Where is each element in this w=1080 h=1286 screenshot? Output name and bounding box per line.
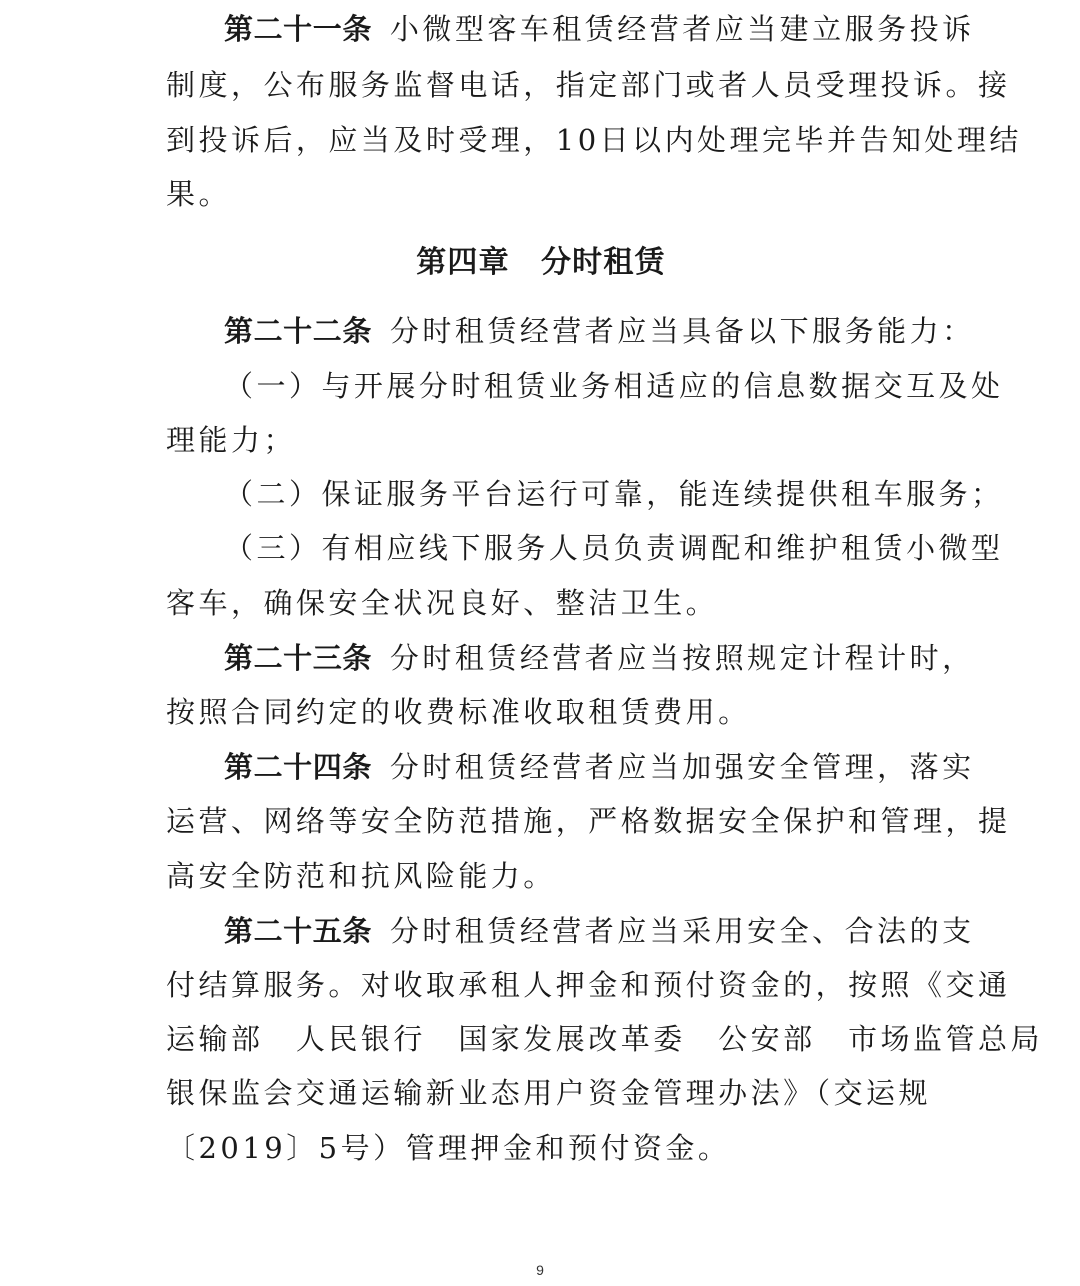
article-22-item-3-line-2: 客车，确保安全状况良好、整洁卫生。	[166, 586, 719, 620]
article-25-line-2: 付结算服务。对收取承租人押金和预付资金的，按照《交通	[166, 968, 1011, 1002]
article-23-heading: 第二十三条	[224, 641, 372, 675]
article-21-line-2: 制度，公布服务监督电话，指定部门或者人员受理投诉。接	[166, 68, 1011, 102]
article-24-heading: 第二十四条	[224, 750, 372, 784]
article-22-item-2: （二）保证服务平台运行可靠，能连续提供租车服务；	[224, 477, 1004, 511]
article-25-line-1	[166, 904, 975, 958]
page-number: 9	[536, 1262, 544, 1278]
article-25-line-3: 运输部 人民银行 国家发展改革委 公安部 市场监管总局	[166, 1022, 1043, 1056]
article-22-item-1-line-1: （一）与开展分时租赁业务相适应的信息数据交互及处	[224, 369, 1004, 403]
article-25-line-5: 〔2019〕5号）管理押金和预付资金。	[166, 1131, 731, 1165]
article-21-heading: 第二十一条	[224, 12, 372, 46]
article-21-line-1	[166, 2, 975, 56]
article-25-line-4: 银保监会交通运输新业态用户资金管理办法》（交运规	[166, 1076, 932, 1110]
article-22-heading: 第二十二条	[224, 314, 372, 348]
article-21-line-4: 果。	[166, 177, 231, 211]
chapter-title: 第四章 分时租赁	[416, 245, 666, 280]
article-22-text: 分时租赁经营者应当具备以下服务能力：	[389, 314, 975, 348]
article-24-line-3: 高安全防范和抗风险能力。	[166, 859, 556, 893]
article-21-text: 小微型客车租赁经营者应当建立服务投诉	[389, 12, 975, 46]
article-24-text: 分时租赁经营者应当加强安全管理，落实	[389, 750, 975, 784]
article-22-item-3-line-1: （三）有相应线下服务人员负责调配和维护租赁小微型	[224, 531, 1004, 565]
article-23-text: 分时租赁经营者应当按照规定计程计时，	[389, 641, 975, 675]
article-23-line-1	[166, 631, 975, 685]
article-22-item-1-line-2: 理能力；	[166, 423, 296, 457]
article-22-line-1	[166, 304, 975, 358]
article-24-line-2: 运营、网络等安全防范措施，严格数据安全保护和管理，提	[166, 804, 1011, 838]
article-25-heading: 第二十五条	[224, 914, 372, 948]
article-21-line-3: 到投诉后，应当及时受理，10日以内处理完毕并告知处理结	[166, 123, 1022, 157]
article-23-line-2: 按照合同约定的收费标准收取租赁费用。	[166, 695, 751, 729]
article-25-text: 分时租赁经营者应当采用安全、合法的支	[389, 914, 975, 948]
article-24-line-1	[166, 740, 975, 794]
